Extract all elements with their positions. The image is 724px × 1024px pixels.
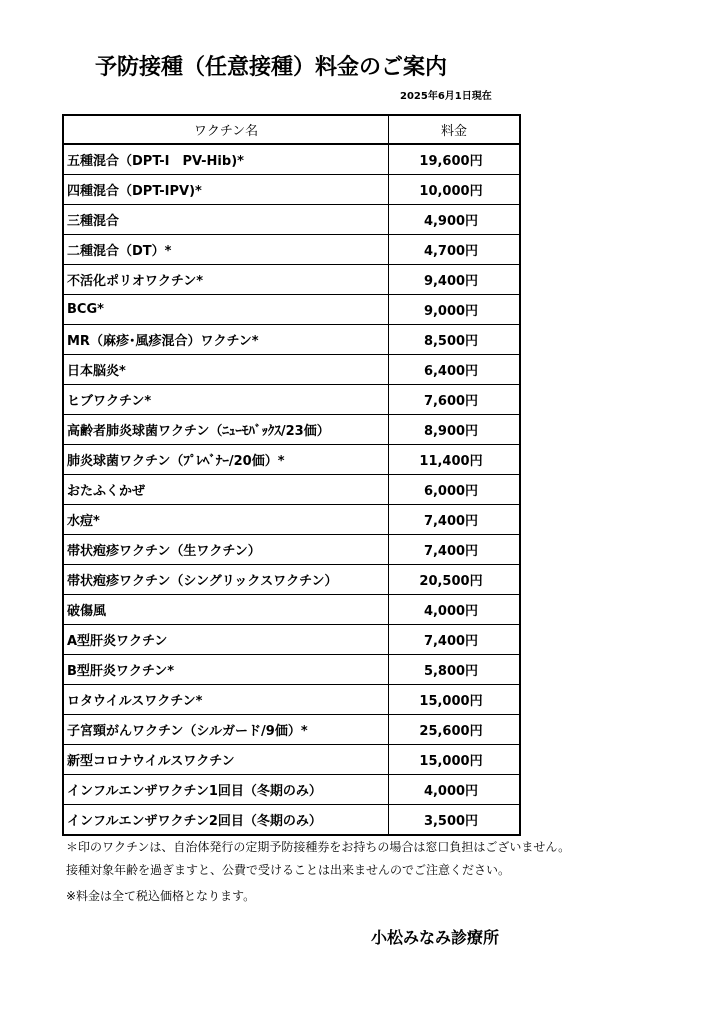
table-row — [64, 445, 520, 475]
page-title: 予防接種（任意接種）料金のご案内 — [95, 55, 448, 80]
table-row — [64, 745, 520, 775]
vaccine-name: 帯状疱疹ワクチン（生ワクチン） — [64, 535, 389, 565]
vaccine-price: 9,400円 — [389, 265, 520, 295]
table-row — [64, 625, 520, 655]
vaccine-price: 15,000円 — [389, 685, 520, 715]
vaccine-name: B型肝炎ワクチン* — [64, 655, 389, 685]
table-row — [64, 505, 520, 535]
table-row — [64, 655, 520, 685]
vaccine-price: 8,900円 — [389, 415, 520, 445]
vaccine-price: 7,400円 — [389, 535, 520, 565]
vaccine-name: 五種混合（DPT-I PV-Hib)* — [64, 144, 389, 175]
table-row — [64, 355, 520, 385]
note-public-voucher: ＊印のワクチンは、自治体発行の定期予防接種券をお持ちの場合は窓口負担はございません。 — [66, 840, 571, 854]
vaccine-price: 5,800円 — [389, 655, 520, 685]
vaccine-name: 新型コロナウイルスワクチン — [64, 745, 389, 775]
vaccine-name: 帯状疱疹ワクチン（シングリックスワクチン） — [64, 565, 389, 595]
vaccine-name: A型肝炎ワクチン — [64, 625, 389, 655]
table-row — [64, 595, 520, 625]
vaccine-name: ロタウイルスワクチン* — [64, 685, 389, 715]
vaccine-price: 4,700円 — [389, 235, 520, 265]
vaccine-fee-table — [63, 115, 520, 835]
vaccine-name: 高齢者肺炎球菌ワクチン（ﾆｭｰﾓﾊﾞｯｸｽ/23価） — [64, 415, 389, 445]
vaccine-price: 10,000円 — [389, 175, 520, 205]
table-row — [64, 144, 520, 175]
vaccine-name: 不活化ポリオワクチン* — [64, 265, 389, 295]
vaccine-name: MR（麻疹･風疹混合）ワクチン* — [64, 325, 389, 355]
table-row — [64, 535, 520, 565]
vaccine-price: 4,000円 — [389, 595, 520, 625]
table-row — [64, 295, 520, 325]
table-row — [64, 685, 520, 715]
vaccine-price: 25,600円 — [389, 715, 520, 745]
vaccine-price: 9,000円 — [389, 295, 520, 325]
vaccine-name: 四種混合（DPT-IPV)* — [64, 175, 389, 205]
vaccine-name: BCG* — [64, 295, 389, 325]
vaccine-price: 7,600円 — [389, 385, 520, 415]
header-vaccine-name: ワクチン名 — [64, 116, 389, 145]
vaccine-name: インフルエンザワクチン1回目（冬期のみ） — [64, 775, 389, 805]
vaccine-name: 子宮頸がんワクチン（シルガード/9価）* — [64, 715, 389, 745]
vaccine-name: 肺炎球菌ワクチン（ﾌﾟﾚﾍﾞﾅｰ/20価）* — [64, 445, 389, 475]
vaccine-price: 7,400円 — [389, 505, 520, 535]
vaccine-name: 三種混合 — [64, 205, 389, 235]
note-age-limit: 接種対象年齢を過ぎますと、公費で受けることは出来ませんのでご注意ください。 — [66, 863, 511, 877]
vaccine-price: 6,000円 — [389, 475, 520, 505]
vaccine-price: 7,400円 — [389, 625, 520, 655]
vaccine-name: インフルエンザワクチン2回目（冬期のみ） — [64, 805, 389, 835]
table-row — [64, 385, 520, 415]
vaccine-name: 破傷風 — [64, 595, 389, 625]
clinic-name: 小松みなみ診療所 — [371, 928, 500, 947]
vaccine-price: 4,000円 — [389, 775, 520, 805]
as-of-date: 2025年6月1日現在 — [400, 91, 492, 102]
vaccine-price: 4,900円 — [389, 205, 520, 235]
table-row — [64, 415, 520, 445]
table-row — [64, 235, 520, 265]
vaccine-price: 11,400円 — [389, 445, 520, 475]
table-row — [64, 175, 520, 205]
vaccine-price: 20,500円 — [389, 565, 520, 595]
vaccine-name: 二種混合（DT）* — [64, 235, 389, 265]
vaccine-price: 15,000円 — [389, 745, 520, 775]
table-row — [64, 715, 520, 745]
vaccine-price: 8,500円 — [389, 325, 520, 355]
table-row — [64, 775, 520, 805]
note-tax-included: ※料金は全て税込価格となります。 — [66, 889, 256, 903]
header-price: 料金 — [389, 116, 520, 145]
table-row — [64, 805, 520, 835]
vaccine-price: 6,400円 — [389, 355, 520, 385]
table-row — [64, 475, 520, 505]
vaccine-price: 19,600円 — [389, 144, 520, 175]
vaccine-name: おたふくかぜ — [64, 475, 389, 505]
vaccine-price: 3,500円 — [389, 805, 520, 835]
table-header-row — [64, 116, 520, 145]
vaccine-name: ヒブワクチン* — [64, 385, 389, 415]
table-row — [64, 325, 520, 355]
table-row — [64, 265, 520, 295]
table-row — [64, 565, 520, 595]
table-row — [64, 205, 520, 235]
vaccine-name: 日本脳炎* — [64, 355, 389, 385]
vaccine-name: 水痘* — [64, 505, 389, 535]
